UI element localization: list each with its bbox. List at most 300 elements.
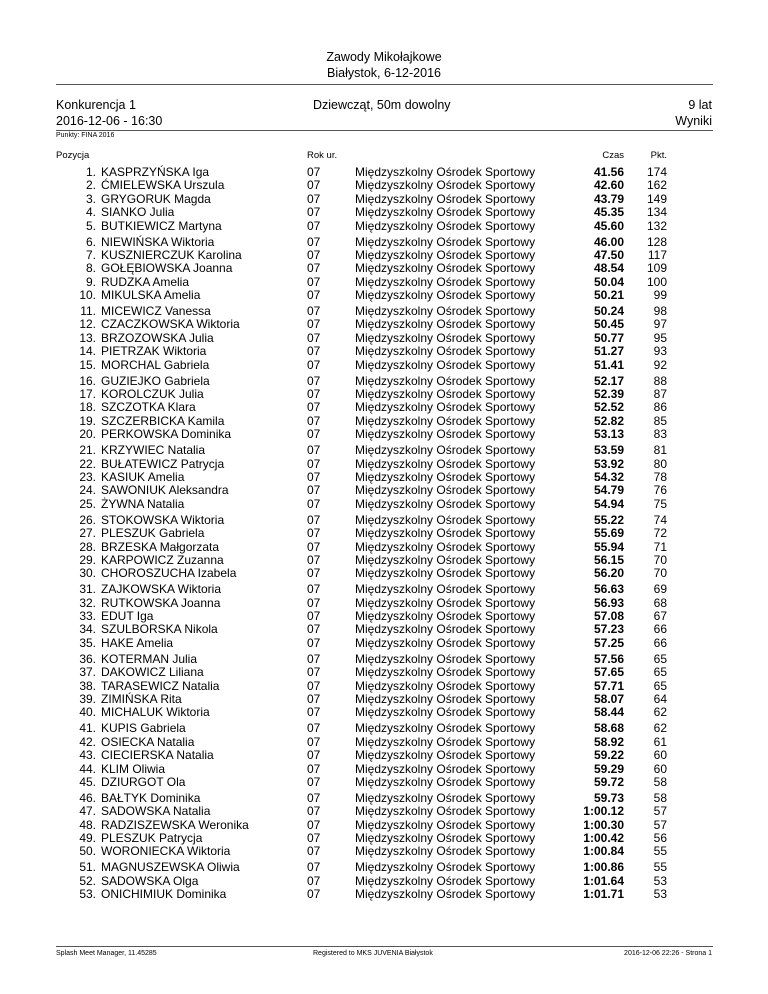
- result-points: 81: [653, 443, 667, 458]
- result-position: 7.: [85, 247, 96, 262]
- result-name: EDUT Iga: [101, 609, 154, 624]
- table-row: [0, 567, 768, 580]
- result-position: 1.: [85, 165, 96, 179]
- result-club: Międzyszkolny Ośrodek Sportowy: [355, 469, 536, 484]
- table-row: [0, 458, 768, 471]
- result-time: 45.60: [593, 218, 624, 233]
- result-points: 134: [646, 205, 667, 220]
- result-time: 1:00.12: [583, 804, 624, 819]
- results-table: [0, 166, 768, 902]
- result-points: 78: [653, 469, 667, 484]
- result-club: Międzyszkolny Ośrodek Sportowy: [355, 790, 536, 805]
- result-time: 50.24: [593, 304, 624, 319]
- footer-software: Splash Meet Manager, 11.45285: [56, 950, 157, 957]
- table-row: [0, 792, 768, 805]
- result-year: 07: [307, 651, 321, 666]
- table-row: [0, 359, 768, 372]
- table-row: [0, 428, 768, 441]
- result-club: Międzyszkolny Ośrodek Sportowy: [355, 635, 536, 650]
- result-points: 132: [646, 218, 667, 233]
- result-time: 58.07: [593, 692, 624, 706]
- result-position: 29.: [79, 552, 96, 567]
- table-row: [0, 666, 768, 679]
- result-position: 53.: [79, 887, 96, 902]
- result-time: 54.32: [593, 469, 624, 484]
- result-club: Międzyszkolny Ośrodek Sportowy: [355, 721, 536, 736]
- result-points: 149: [646, 191, 667, 206]
- result-time: 53.92: [593, 456, 624, 471]
- table-row: [0, 805, 768, 818]
- table-row: [0, 736, 768, 749]
- result-year: 07: [307, 539, 321, 554]
- result-name: BRZOZOWSKA Julia: [101, 330, 214, 345]
- result-name: DAKOWICZ Liliana: [101, 665, 204, 680]
- result-position: 43.: [79, 748, 96, 763]
- result-points: 93: [653, 344, 667, 359]
- table-row: [0, 722, 768, 735]
- result-club: Międzyszkolny Ośrodek Sportowy: [355, 582, 536, 597]
- result-name: SADOWSKA Natalia: [101, 804, 211, 819]
- result-points: 100: [646, 274, 667, 289]
- result-time: 56.20: [593, 566, 624, 581]
- result-points: 60: [653, 748, 667, 763]
- result-club: Międzyszkolny Ośrodek Sportowy: [355, 609, 536, 624]
- result-club: Międzyszkolny Ośrodek Sportowy: [355, 205, 536, 220]
- result-position: 27.: [79, 526, 96, 541]
- result-year: 07: [307, 165, 321, 179]
- result-points: 92: [653, 357, 667, 372]
- result-year: 07: [307, 566, 321, 581]
- result-points: 117: [647, 247, 667, 262]
- result-year: 07: [307, 774, 321, 789]
- result-points: 67: [653, 609, 667, 624]
- result-club: Międzyszkolny Ośrodek Sportowy: [355, 178, 536, 193]
- result-position: 48.: [79, 817, 96, 832]
- result-time: 46.00: [593, 234, 624, 249]
- result-position: 34.: [79, 622, 96, 637]
- result-position: 6.: [85, 234, 96, 249]
- result-year: 07: [307, 748, 321, 763]
- table-row: [0, 388, 768, 401]
- result-name: BRZESKA Małgorzata: [101, 539, 220, 554]
- result-time: 47.50: [593, 247, 624, 262]
- result-year: 07: [307, 622, 321, 637]
- result-points: 87: [653, 387, 667, 402]
- result-time: 56.63: [593, 582, 624, 597]
- result-time: 57.71: [593, 678, 624, 693]
- result-name: SZCZOTKA Klara: [101, 400, 196, 415]
- result-year: 07: [307, 274, 321, 289]
- result-points: 60: [653, 761, 667, 776]
- result-position: 4.: [85, 205, 96, 220]
- table-row: [0, 375, 768, 388]
- col-time: Czas: [602, 150, 624, 161]
- result-name: BAŁTYK Dominika: [101, 790, 201, 805]
- result-position: 15.: [79, 357, 96, 372]
- table-row: [0, 623, 768, 636]
- result-club: Międzyszkolny Ośrodek Sportowy: [355, 456, 536, 471]
- result-name: SAWONIUK Aleksandra: [101, 483, 229, 498]
- result-year: 07: [307, 635, 321, 650]
- result-name: MAGNUSZEWSKA Oliwia: [101, 860, 240, 875]
- result-position: 18.: [79, 400, 96, 415]
- result-year: 07: [307, 831, 321, 846]
- result-time: 54.79: [593, 483, 624, 498]
- event-type: Wyniki: [675, 114, 712, 128]
- result-club: Międzyszkolny Ośrodek Sportowy: [355, 595, 536, 610]
- result-club: Międzyszkolny Ośrodek Sportowy: [355, 387, 536, 402]
- event-description: Dziewcząt, 50m dowolny: [313, 98, 451, 112]
- table-row: [0, 401, 768, 414]
- result-name: KUPIS Gabriela: [101, 721, 186, 736]
- result-year: 07: [307, 887, 321, 902]
- table-row: [0, 415, 768, 428]
- result-position: 28.: [79, 539, 96, 554]
- result-time: 57.08: [593, 609, 624, 624]
- header-divider: [56, 84, 713, 85]
- result-name: PLESZUK Gabriela: [101, 526, 205, 541]
- result-name: SIANKO Julia: [101, 205, 175, 220]
- table-row: [0, 888, 768, 901]
- result-time: 57.56: [593, 651, 624, 666]
- result-points: 128: [646, 234, 667, 249]
- table-row: [0, 527, 768, 540]
- result-time: 59.72: [593, 774, 624, 789]
- table-row: [0, 597, 768, 610]
- event-name: Konkurencja 1: [56, 98, 136, 112]
- result-club: Międzyszkolny Ośrodek Sportowy: [355, 804, 536, 819]
- result-points: 58: [653, 790, 667, 805]
- result-year: 07: [307, 790, 321, 805]
- result-club: Międzyszkolny Ośrodek Sportowy: [355, 692, 536, 706]
- table-row: [0, 484, 768, 497]
- result-position: 5.: [85, 218, 96, 233]
- table-row: [0, 832, 768, 845]
- result-points: 72: [653, 526, 667, 541]
- result-year: 07: [307, 692, 321, 706]
- table-row: [0, 541, 768, 554]
- result-position: 2.: [85, 178, 96, 193]
- result-time: 55.94: [593, 539, 624, 554]
- result-points: 86: [653, 400, 667, 415]
- result-name: KOROLCZUK Julia: [101, 387, 204, 402]
- result-club: Międzyszkolny Ośrodek Sportowy: [355, 844, 536, 859]
- result-club: Międzyszkolny Ośrodek Sportowy: [355, 496, 536, 511]
- table-row: [0, 289, 768, 302]
- result-name: GUZIEJKO Gabriela: [101, 373, 210, 388]
- result-year: 07: [307, 373, 321, 388]
- table-row: [0, 653, 768, 666]
- result-points: 95: [653, 330, 667, 345]
- result-year: 07: [307, 609, 321, 624]
- result-time: 58.92: [593, 734, 624, 749]
- result-club: Międzyszkolny Ośrodek Sportowy: [355, 539, 536, 554]
- result-year: 07: [307, 761, 321, 776]
- result-time: 56.93: [593, 595, 624, 610]
- result-club: Międzyszkolny Ośrodek Sportowy: [355, 761, 536, 776]
- points-note: Punkty: FINA 2016: [56, 132, 115, 139]
- result-club: Międzyszkolny Ośrodek Sportowy: [355, 651, 536, 666]
- result-position: 50.: [79, 844, 96, 859]
- table-row: [0, 193, 768, 206]
- result-points: 55: [653, 844, 667, 859]
- result-points: 65: [653, 651, 667, 666]
- result-name: CZACZKOWSKA Wiktoria: [101, 317, 240, 332]
- result-points: 74: [653, 512, 667, 527]
- table-row: [0, 514, 768, 527]
- result-name: PERKOWSKA Dominika: [101, 427, 232, 442]
- result-club: Międzyszkolny Ośrodek Sportowy: [355, 413, 536, 428]
- table-row: [0, 819, 768, 832]
- result-time: 42.60: [593, 178, 624, 193]
- result-position: 52.: [79, 873, 96, 888]
- result-name: PIETRZAK Wiktoria: [101, 344, 207, 359]
- result-time: 59.22: [593, 748, 624, 763]
- result-points: 70: [653, 566, 667, 581]
- result-name: KASIUK Amelia: [101, 469, 185, 484]
- table-row: [0, 554, 768, 567]
- result-time: 50.04: [593, 274, 624, 289]
- result-year: 07: [307, 178, 321, 193]
- result-points: 71: [653, 539, 667, 554]
- result-points: 70: [653, 552, 667, 567]
- result-time: 1:00.42: [583, 831, 624, 846]
- result-name: MICEWICZ Vanessa: [101, 304, 211, 319]
- result-position: 51.: [79, 860, 96, 875]
- result-time: 55.22: [593, 512, 624, 527]
- result-position: 20.: [79, 427, 96, 442]
- result-year: 07: [307, 400, 321, 415]
- result-position: 16.: [79, 373, 96, 388]
- result-name: MIKULSKA Amelia: [101, 288, 201, 303]
- result-name: KLIM Oliwia: [101, 761, 166, 776]
- result-club: Międzyszkolny Ośrodek Sportowy: [355, 622, 536, 637]
- result-name: PLESZUK Patrycja: [101, 831, 203, 846]
- result-time: 50.45: [593, 317, 624, 332]
- table-row: [0, 637, 768, 650]
- result-position: 31.: [79, 582, 96, 597]
- result-name: SADOWSKA Olga: [101, 873, 199, 888]
- result-name: SZCZERBICKA Kamila: [101, 413, 225, 428]
- result-time: 53.59: [593, 443, 624, 458]
- result-points: 97: [653, 317, 667, 332]
- table-row: [0, 845, 768, 858]
- result-position: 41.: [79, 721, 96, 736]
- result-points: 53: [653, 887, 667, 902]
- result-position: 49.: [79, 831, 96, 846]
- result-club: Międzyszkolny Ośrodek Sportowy: [355, 443, 536, 458]
- result-time: 50.77: [593, 330, 624, 345]
- result-year: 07: [307, 304, 321, 319]
- result-time: 48.54: [593, 261, 624, 276]
- result-club: Międzyszkolny Ośrodek Sportowy: [355, 274, 536, 289]
- result-points: 62: [653, 705, 667, 720]
- result-club: Międzyszkolny Ośrodek Sportowy: [355, 665, 536, 680]
- result-year: 07: [307, 469, 321, 484]
- result-position: 22.: [79, 456, 96, 471]
- result-points: 58: [653, 774, 667, 789]
- result-name: ŻYWNA Natalia: [101, 496, 185, 511]
- result-name: TARASEWICZ Natalia: [101, 678, 220, 693]
- result-year: 07: [307, 413, 321, 428]
- result-name: BUŁATEWICZ Patrycja: [101, 456, 225, 471]
- result-points: 88: [653, 373, 667, 388]
- result-position: 42.: [79, 734, 96, 749]
- result-name: ONICHIMIUK Dominika: [101, 887, 227, 902]
- result-name: SZULBORSKA Nikola: [101, 622, 218, 637]
- table-row: [0, 206, 768, 219]
- result-year: 07: [307, 844, 321, 859]
- footer-registered: Registered to MKS JUVENIA Białystok: [313, 950, 433, 957]
- result-points: 66: [653, 635, 667, 650]
- result-time: 52.82: [593, 413, 624, 428]
- result-position: 38.: [79, 678, 96, 693]
- result-points: 76: [653, 483, 667, 498]
- event-divider: [56, 130, 713, 131]
- result-name: RUDZKA Amelia: [101, 274, 190, 289]
- result-club: Międzyszkolny Ośrodek Sportowy: [355, 526, 536, 541]
- result-year: 07: [307, 288, 321, 303]
- result-time: 51.27: [593, 344, 624, 359]
- result-club: Międzyszkolny Ośrodek Sportowy: [355, 357, 536, 372]
- table-row: [0, 332, 768, 345]
- result-position: 24.: [79, 483, 96, 498]
- result-time: 56.15: [593, 552, 624, 567]
- result-year: 07: [307, 247, 321, 262]
- result-points: 53: [653, 873, 667, 888]
- event-age-group: 9 lat: [688, 98, 712, 112]
- result-time: 58.44: [593, 705, 624, 720]
- result-name: RUTKOWSKA Joanna: [101, 595, 221, 610]
- result-position: 8.: [85, 261, 96, 276]
- result-club: Międzyszkolny Ośrodek Sportowy: [355, 234, 536, 249]
- result-year: 07: [307, 344, 321, 359]
- result-time: 41.56: [593, 165, 624, 179]
- result-club: Międzyszkolny Ośrodek Sportowy: [355, 191, 536, 206]
- result-position: 32.: [79, 595, 96, 610]
- result-club: Międzyszkolny Ośrodek Sportowy: [355, 566, 536, 581]
- result-year: 07: [307, 443, 321, 458]
- meet-location-date: Białystok, 6-12-2016: [327, 66, 441, 80]
- result-points: 57: [653, 817, 667, 832]
- result-club: Międzyszkolny Ośrodek Sportowy: [355, 678, 536, 693]
- result-time: 45.35: [593, 205, 624, 220]
- result-club: Międzyszkolny Ośrodek Sportowy: [355, 831, 536, 846]
- result-time: 52.17: [593, 373, 624, 388]
- result-points: 65: [653, 678, 667, 693]
- table-row: [0, 249, 768, 262]
- result-name: ZIMIŃSKA Rita: [101, 692, 182, 706]
- result-position: 45.: [79, 774, 96, 789]
- result-year: 07: [307, 705, 321, 720]
- result-position: 35.: [79, 635, 96, 650]
- result-time: 57.25: [593, 635, 624, 650]
- result-points: 57: [653, 804, 667, 819]
- result-position: 30.: [79, 566, 96, 581]
- result-position: 44.: [79, 761, 96, 776]
- result-time: 50.21: [593, 288, 624, 303]
- table-row: [0, 179, 768, 192]
- result-position: 40.: [79, 705, 96, 720]
- result-club: Międzyszkolny Ośrodek Sportowy: [355, 373, 536, 388]
- result-points: 85: [653, 413, 667, 428]
- result-name: STOKOWSKA Wiktoria: [101, 512, 225, 527]
- result-year: 07: [307, 261, 321, 276]
- result-position: 25.: [79, 496, 96, 511]
- result-points: 83: [653, 427, 667, 442]
- result-club: Międzyszkolny Ośrodek Sportowy: [355, 734, 536, 749]
- result-club: Międzyszkolny Ośrodek Sportowy: [355, 774, 536, 789]
- result-club: Międzyszkolny Ośrodek Sportowy: [355, 705, 536, 720]
- result-club: Międzyszkolny Ośrodek Sportowy: [355, 552, 536, 567]
- result-points: 162: [646, 178, 667, 193]
- result-club: Międzyszkolny Ośrodek Sportowy: [355, 427, 536, 442]
- result-name: RADZISZEWSKA Weronika: [101, 817, 249, 832]
- result-club: Międzyszkolny Ośrodek Sportowy: [355, 304, 536, 319]
- footer-divider: [56, 946, 713, 947]
- result-position: 13.: [79, 330, 96, 345]
- result-position: 26.: [79, 512, 96, 527]
- result-club: Międzyszkolny Ośrodek Sportowy: [355, 218, 536, 233]
- result-points: 65: [653, 665, 667, 680]
- result-year: 07: [307, 456, 321, 471]
- result-year: 07: [307, 205, 321, 220]
- result-position: 33.: [79, 609, 96, 624]
- result-name: OSIECKA Natalia: [101, 734, 195, 749]
- table-row: [0, 444, 768, 457]
- result-name: ZAJKOWSKA Wiktoria: [101, 582, 222, 597]
- result-club: Międzyszkolny Ośrodek Sportowy: [355, 261, 536, 276]
- result-club: Międzyszkolny Ośrodek Sportowy: [355, 247, 536, 262]
- result-name: KUSZNIERCZUK Karolina: [101, 247, 242, 262]
- result-year: 07: [307, 330, 321, 345]
- result-time: 57.65: [593, 665, 624, 680]
- result-points: 56: [653, 831, 667, 846]
- result-position: 46.: [79, 790, 96, 805]
- result-year: 07: [307, 721, 321, 736]
- result-year: 07: [307, 595, 321, 610]
- result-points: 66: [653, 622, 667, 637]
- result-position: 3.: [85, 191, 96, 206]
- col-position: Pozycja: [56, 150, 90, 161]
- result-name: GRYGORUK Magda: [101, 191, 211, 206]
- result-position: 47.: [79, 804, 96, 819]
- col-points: Pkt.: [650, 150, 667, 161]
- result-points: 69: [653, 582, 667, 597]
- result-year: 07: [307, 218, 321, 233]
- result-year: 07: [307, 804, 321, 819]
- table-row: [0, 305, 768, 318]
- result-time: 1:00.86: [583, 860, 624, 875]
- result-year: 07: [307, 582, 321, 597]
- result-year: 07: [307, 387, 321, 402]
- result-club: Międzyszkolny Ośrodek Sportowy: [355, 873, 536, 888]
- result-name: GOŁĘBIOWSKA Joanna: [101, 261, 233, 276]
- result-position: 12.: [79, 317, 96, 332]
- table-row: [0, 276, 768, 289]
- result-points: 99: [653, 288, 667, 303]
- result-points: 61: [653, 734, 667, 749]
- result-time: 1:01.71: [583, 887, 624, 902]
- result-points: 62: [653, 721, 667, 736]
- result-year: 07: [307, 317, 321, 332]
- result-club: Międzyszkolny Ośrodek Sportowy: [355, 748, 536, 763]
- result-name: KOTERMAN Julia: [101, 651, 198, 666]
- result-club: Międzyszkolny Ośrodek Sportowy: [355, 344, 536, 359]
- footer-printed: 2016-12-06 22:26 - Strona 1: [624, 950, 712, 957]
- result-name: CHOROSZUCHA Izabela: [101, 566, 237, 581]
- result-position: 11.: [80, 304, 96, 319]
